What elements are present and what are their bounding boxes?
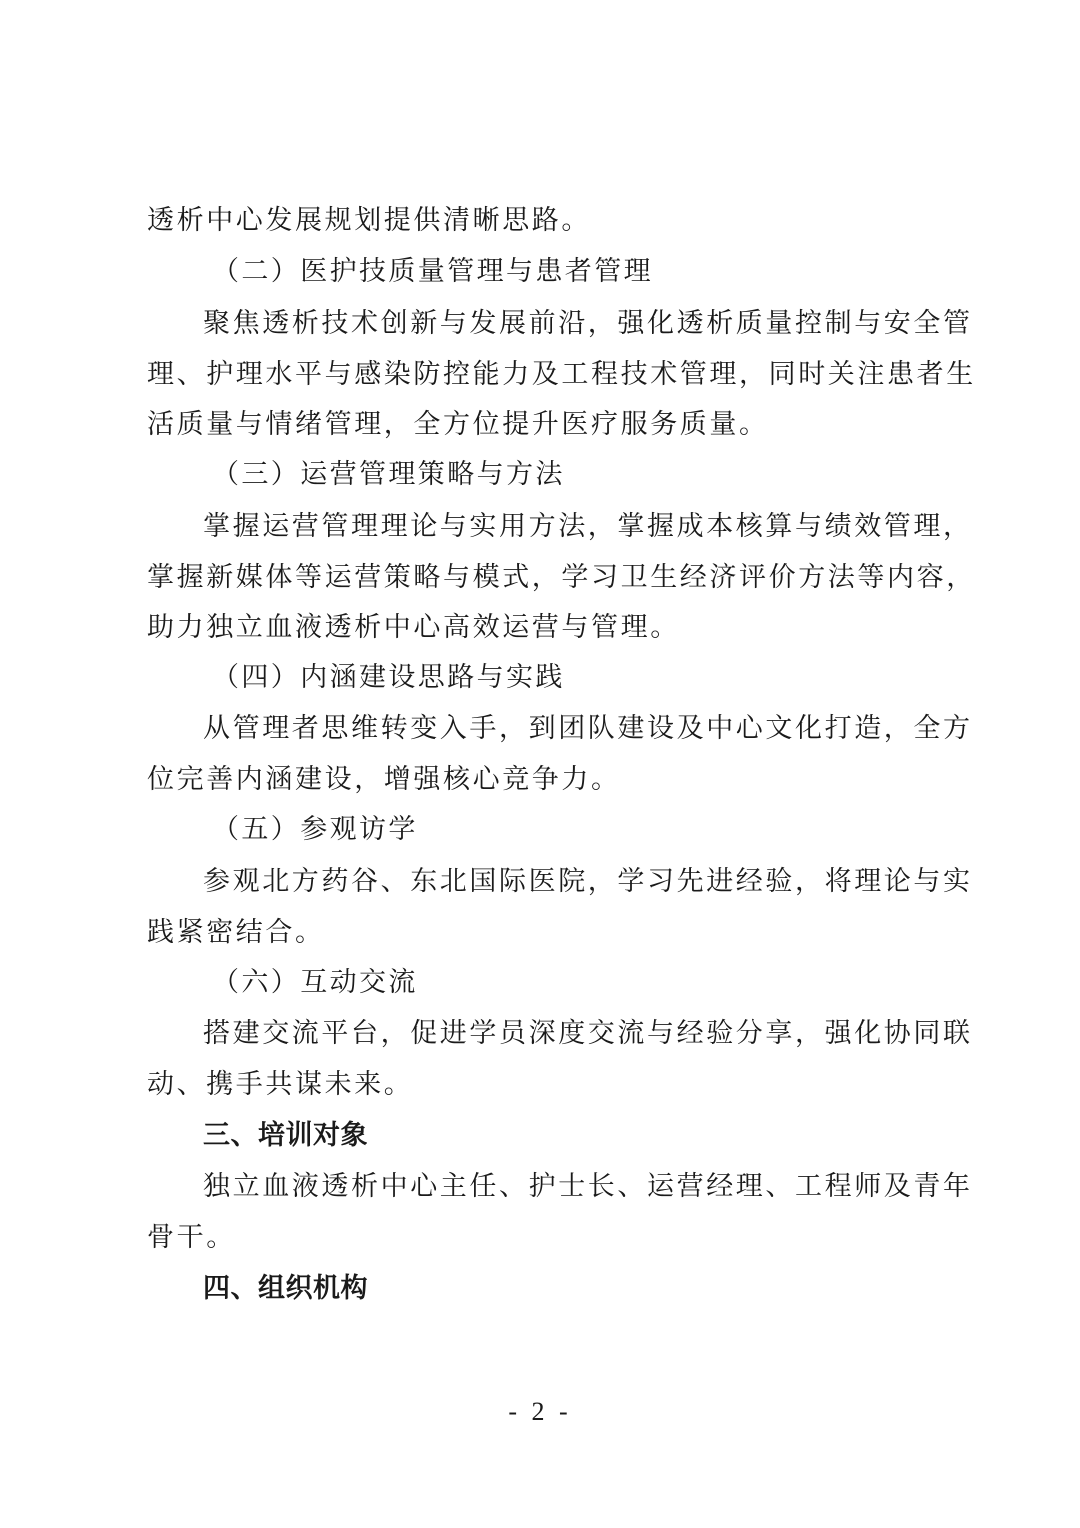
body-text-line: 掌握运营管理理论与实用方法，掌握成本核算与绩效管理， <box>203 511 973 542</box>
body-text-line: 参观北方药谷、东北国际医院，学习先进经验，将理论与实 <box>203 866 973 897</box>
body-text-line: 活质量与情绪管理，全方位提升医疗服务质量。 <box>147 409 769 440</box>
subsection-heading-4: （四）内涵建设思路与实践 <box>212 662 565 693</box>
body-text-line: 从管理者思维转变入手，到团队建设及中心文化打造，全方 <box>203 713 973 744</box>
body-text-line: 透析中心发展规划提供清晰思路。 <box>147 205 591 236</box>
body-text-line: 骨干。 <box>147 1222 236 1253</box>
body-text-line: 助力独立血液透析中心高效运营与管理。 <box>147 612 680 643</box>
subsection-heading-5: （五）参观访学 <box>212 814 418 845</box>
section-heading-4: 四、组织机构 <box>203 1273 368 1304</box>
body-text-line: 践紧密结合。 <box>147 917 325 948</box>
body-text-line: 独立血液透析中心主任、护士长、运营经理、工程师及青年 <box>203 1171 973 1202</box>
body-text-line: 动、携手共谋未来。 <box>147 1069 414 1100</box>
subsection-heading-2: （二）医护技质量管理与患者管理 <box>212 256 653 287</box>
section-heading-3: 三、培训对象 <box>203 1120 368 1151</box>
subsection-heading-6: （六）互动交流 <box>212 967 418 998</box>
body-text-line: 掌握新媒体等运营策略与模式，学习卫生经济评价方法等内容， <box>147 562 976 593</box>
body-text-line: 搭建交流平台，促进学员深度交流与经验分享，强化协同联 <box>203 1018 973 1049</box>
body-text-line: 聚焦透析技术创新与发展前沿，强化透析质量控制与安全管 <box>203 308 973 339</box>
body-text-line: 位完善内涵建设，增强核心竞争力。 <box>147 764 621 795</box>
page-number: - 2 - <box>508 1397 572 1426</box>
subsection-heading-3: （三）运营管理策略与方法 <box>212 459 565 490</box>
body-text-line: 理、护理水平与感染防控能力及工程技术管理，同时关注患者生 <box>147 359 976 390</box>
